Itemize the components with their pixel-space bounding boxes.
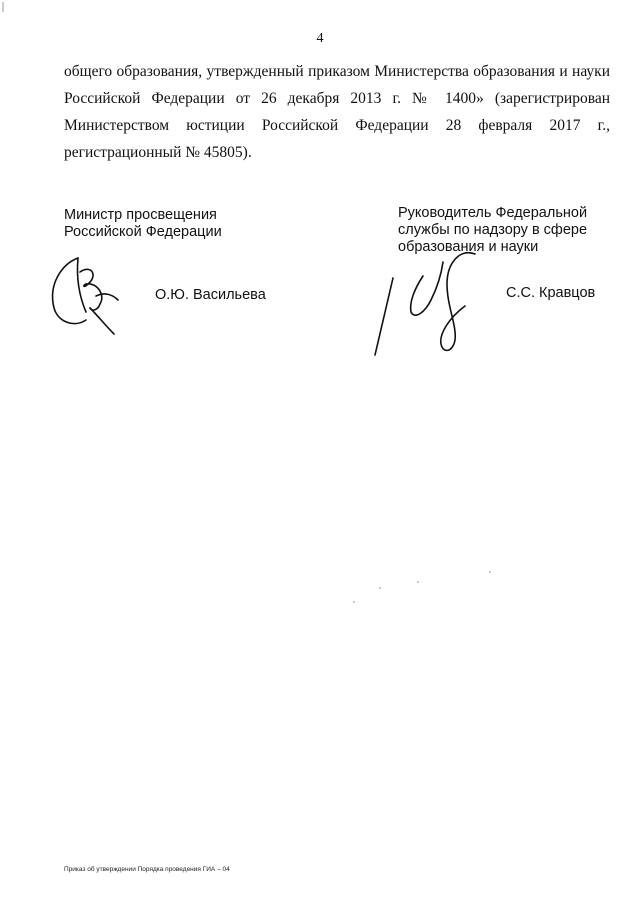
right-title-line: образования и науки: [398, 239, 539, 255]
right-signature-icon: [365, 240, 495, 370]
body-line: Российской Федерации от 26 декабря 2013 г. № 1400» (зарегистрирован: [64, 90, 610, 107]
footer-note: Приказ об утверждении Порядка проведения ГИА – 04: [64, 866, 230, 873]
left-title-line: Российской Федерации: [64, 224, 222, 240]
body-line: регистрационный № 45805).: [64, 144, 252, 161]
scan-noise-icon: [350, 570, 510, 615]
body-line: Министерством юстиции Российской Федерации 28 февраля 2017 г.,: [64, 117, 610, 134]
right-signatory-name: С.С. Кравцов: [506, 285, 596, 301]
body-line: общего образования, утвержденный приказом Министерства образования и науки: [64, 63, 610, 80]
left-signature-icon: [40, 250, 130, 345]
scan-artifact-icon: [0, 0, 8, 19]
right-title-line: службы по надзору в сфере: [398, 222, 588, 238]
right-title-line: Руководитель Федеральной: [398, 205, 588, 221]
left-signatory-name: О.Ю. Васильева: [155, 287, 266, 303]
page-number: 4: [316, 31, 324, 46]
body-paragraph: [64, 58, 610, 166]
left-signatory-title: [64, 207, 222, 241]
left-title-line: Министр просвещения: [64, 207, 217, 223]
